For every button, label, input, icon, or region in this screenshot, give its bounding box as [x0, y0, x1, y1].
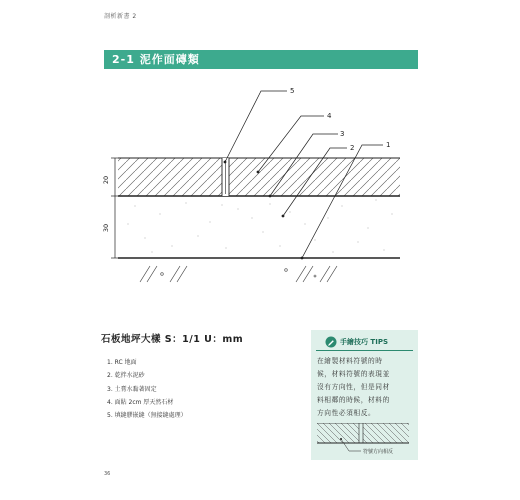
tips-header [311, 335, 418, 349]
page-number: 36 [104, 471, 111, 477]
tips-title: 手繪技巧 TIPS [340, 338, 388, 346]
tips-text [317, 355, 413, 420]
legend-item: 5. 填縫膠嵌縫（無接縫處理） [107, 412, 187, 420]
pencil-hand-icon [325, 336, 337, 348]
callout-5: 5 [290, 87, 295, 95]
section-title: 2-1 泥作面磚類 [104, 50, 418, 69]
tips-diagram-caption: 符號方向相反 [363, 449, 394, 455]
tips-line: 料相鄰的時候，材料的 [317, 396, 390, 404]
dimension-mortar-thickness: 30 [102, 223, 110, 233]
legend-item: 4. 面貼 2cm 厚天然石材 [107, 398, 174, 406]
rc-floor-marks [140, 266, 337, 282]
tips-divider [316, 350, 413, 351]
tips-line: 方向性必須相反。 [317, 409, 376, 417]
tips-box [311, 330, 418, 460]
dimension-stone-thickness: 20 [102, 175, 110, 185]
legend-item: 1. RC 地面 [107, 359, 137, 366]
tips-line: 在繪製材料符號的時 [317, 357, 383, 365]
callout-3: 3 [340, 130, 345, 138]
tips-symbol-diagram [317, 423, 413, 457]
tips-line: 沒有方向性，但是同材 [317, 383, 390, 391]
legend-item: 3. 土膏水黏著固定 [107, 385, 157, 393]
callout-4: 4 [327, 112, 332, 120]
material-legend [107, 356, 187, 422]
legend-item: 2. 乾拌水泥砂 [107, 372, 145, 380]
mortar-layer [118, 196, 400, 258]
stone-layer [118, 158, 400, 196]
detail-title: 石板地坪大樣 S：1/1 U：mm [101, 334, 244, 345]
callout-1: 1 [386, 141, 391, 149]
callout-2: 2 [350, 144, 355, 152]
tips-line: 候，材料符號的表現並 [317, 370, 390, 378]
chapter-label: 剖析新書 2 [104, 13, 137, 20]
